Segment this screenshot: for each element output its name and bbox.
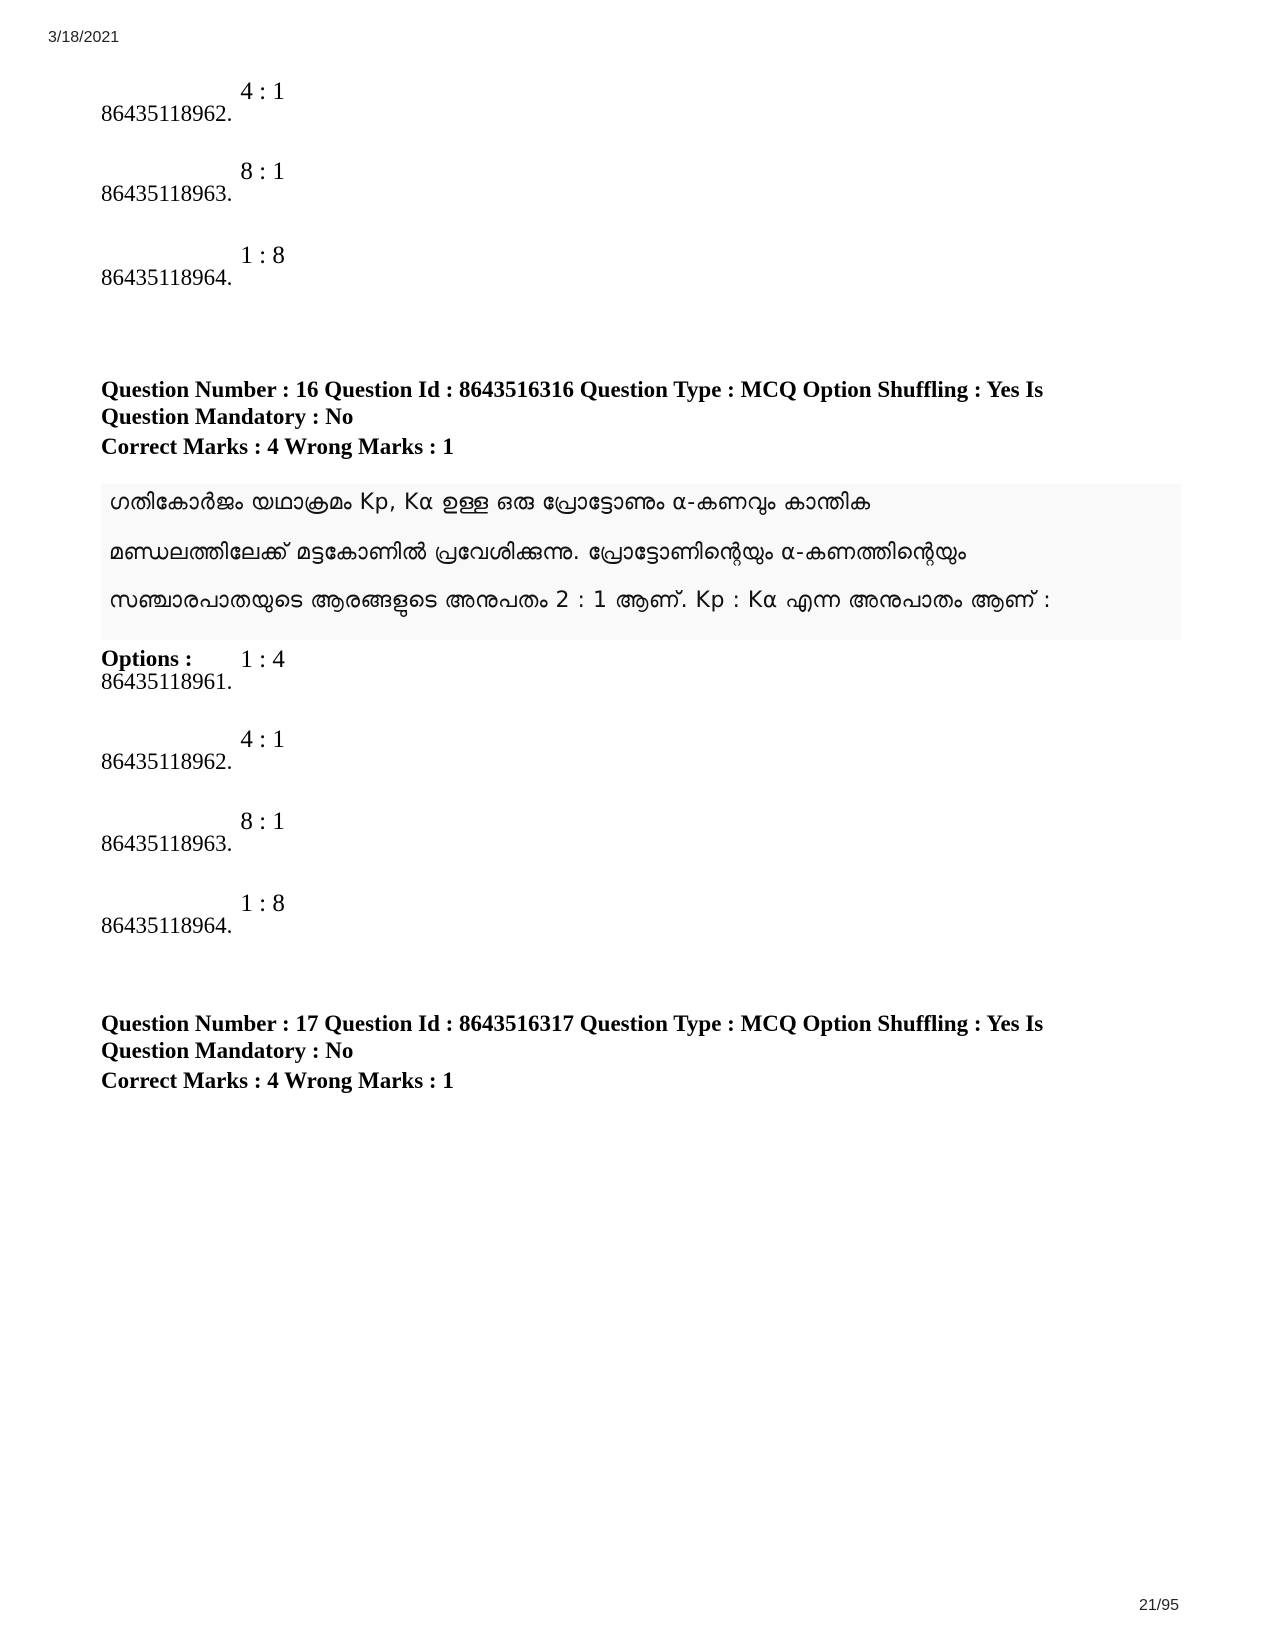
prev-option-1 — [101, 78, 285, 128]
option-value: 4 : 1 — [240, 78, 285, 105]
q16-option-3 — [101, 808, 285, 858]
question-16-text-image — [101, 484, 1181, 640]
question-16-marks: Correct Marks : 4 Wrong Marks : 1 — [101, 434, 454, 459]
option-value: 8 : 1 — [240, 158, 285, 185]
question-meta-line: Question Mandatory : No — [101, 404, 354, 429]
question-17-marks: Correct Marks : 4 Wrong Marks : 1 — [101, 1068, 454, 1093]
option-value: 8 : 1 — [240, 808, 285, 835]
question-text-line: ഗതികോർജം യഥാക്രമം Kp, Kα ഉള്ള ഒരു പ്രോട്ടോണും α-കണവും കാന്തിക — [109, 490, 871, 515]
prev-option-2 — [101, 158, 285, 208]
question-meta-line: Question Mandatory : No — [101, 1038, 354, 1063]
option-id: 86435118963. — [101, 181, 233, 206]
option-id: 86435118964. — [101, 265, 233, 290]
question-17-meta — [101, 1010, 1181, 1064]
print-date: 3/18/2021 — [48, 29, 120, 46]
option-id: 86435118962. — [101, 749, 233, 774]
option-value: 1 : 8 — [240, 890, 285, 917]
prev-option-3 — [101, 242, 285, 292]
question-16-meta — [101, 376, 1181, 430]
option-value: 4 : 1 — [240, 726, 285, 753]
q16-option-2 — [101, 726, 285, 776]
question-text-line: മണ്ഡലത്തിലേക്ക് മട്ടകോണിൽ പ്രവേശിക്കുന്നു. പ്രോട്ടോണിന്റെയും α-കണത്തിന്റെയും — [109, 540, 967, 565]
option-value: 1 : 8 — [240, 242, 285, 269]
option-id: 86435118962. — [101, 101, 233, 126]
options-label: Options : — [101, 646, 193, 671]
page-number: 21/95 — [1138, 1597, 1179, 1614]
question-meta-line: Question Number : 17 Question Id : 8643516317 Question Type : MCQ Option Shuffling : Yes Is — [101, 1011, 1044, 1036]
option-id: 86435118961. — [101, 669, 233, 694]
option-id: 86435118964. — [101, 913, 233, 938]
option-id: 86435118963. — [101, 831, 233, 856]
question-text-line: സഞ്ചാരപാതയുടെ ആരങ്ങളുടെ അനുപതം 2 : 1 ആണ്. Kp : Kα എന്ന അനുപാതം ആണ് : — [109, 588, 1052, 613]
q16-option-4 — [101, 890, 285, 940]
option-value: 1 : 4 — [240, 646, 285, 673]
question-meta-line: Question Number : 16 Question Id : 8643516316 Question Type : MCQ Option Shuffling : Yes Is — [101, 377, 1044, 402]
